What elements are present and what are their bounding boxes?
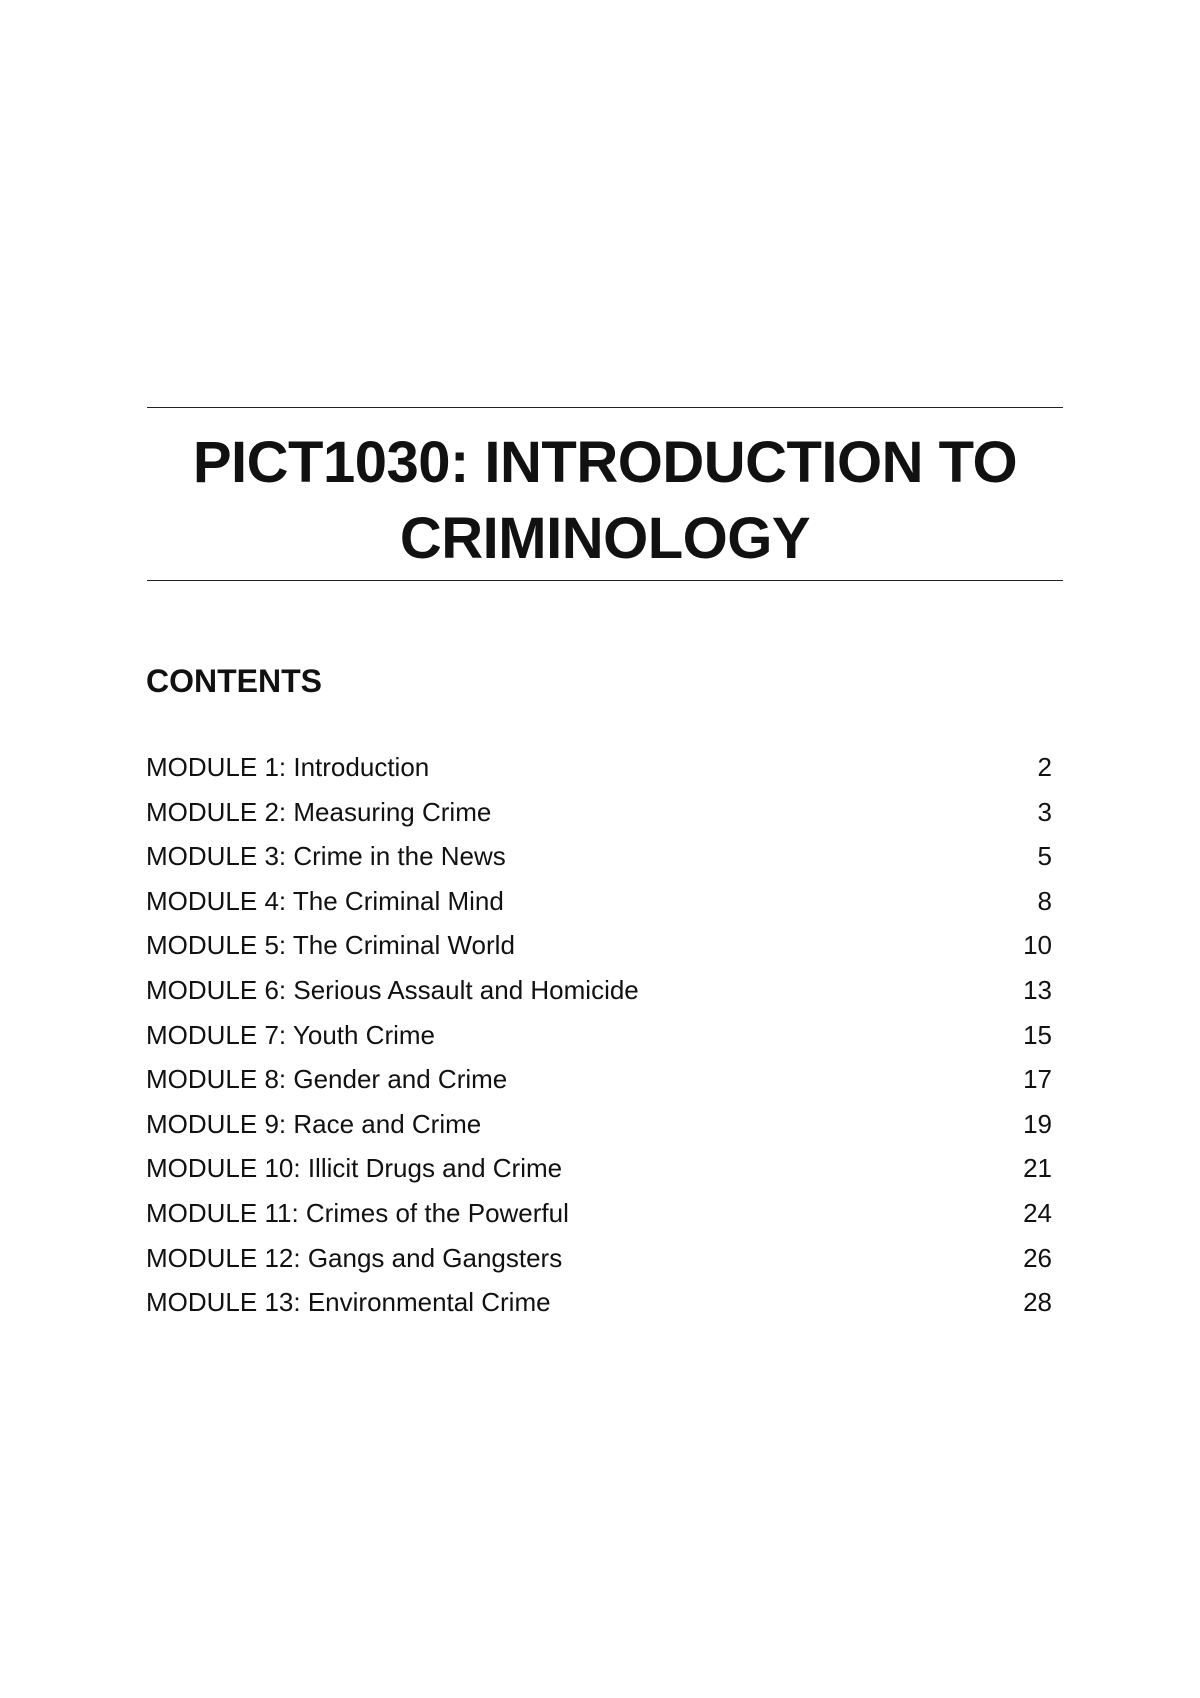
- toc-entry-page: 17: [1023, 1064, 1052, 1095]
- document-title: PICT1030: INTRODUCTION TO CRIMINOLOGY: [192, 430, 1018, 571]
- toc-entry-page: 21: [1023, 1153, 1052, 1184]
- toc-entry-label: MODULE 2: Measuring Crime: [146, 796, 492, 827]
- toc-entry-page: 24: [1023, 1197, 1052, 1228]
- toc-entry-label: MODULE 3: Crime in the News: [146, 841, 506, 872]
- toc-entry: [146, 968, 1052, 1013]
- toc-entry: [146, 1102, 1052, 1147]
- toc-entry-page: 15: [1023, 1019, 1052, 1050]
- toc-entry-page: 19: [1023, 1108, 1052, 1139]
- toc-entry: [146, 1280, 1052, 1325]
- toc-entry-page: 26: [1023, 1242, 1052, 1273]
- toc-entry-label: MODULE 10: Illicit Drugs and Crime: [146, 1153, 563, 1184]
- toc-entry: [146, 790, 1052, 835]
- toc-entry-page: 8: [1037, 885, 1052, 916]
- toc-entry: [146, 1057, 1052, 1102]
- toc-entry-label: MODULE 11: Crimes of the Powerful: [146, 1197, 569, 1228]
- toc-entry-page: 13: [1023, 974, 1052, 1005]
- toc-entry: [146, 1236, 1052, 1281]
- toc-entry-label: MODULE 1: Introduction: [146, 752, 430, 782]
- table-of-contents: [146, 745, 1052, 1325]
- toc-entry: [146, 1191, 1052, 1236]
- toc-entry-label: MODULE 8: Gender and Crime: [146, 1064, 508, 1095]
- contents-heading: CONTENTS: [146, 663, 322, 699]
- toc-entry: [146, 1146, 1052, 1191]
- toc-entry-page: 5: [1037, 841, 1052, 872]
- toc-entry: [146, 745, 1052, 790]
- toc-entry-label: MODULE 4: The Criminal Mind: [146, 885, 504, 916]
- toc-entry-label: MODULE 13: Environmental Crime: [146, 1287, 551, 1318]
- toc-entry-page: 28: [1023, 1287, 1052, 1318]
- toc-entry-page: 3: [1037, 796, 1052, 827]
- toc-entry-label: MODULE 5: The Criminal World: [146, 930, 515, 961]
- toc-entry: [146, 834, 1052, 879]
- toc-entry-label: MODULE 6: Serious Assault and Homicide: [146, 974, 639, 1005]
- toc-entry: [146, 1013, 1052, 1058]
- title-top-rule: [147, 407, 1063, 408]
- toc-entry-page: 2: [1037, 752, 1052, 782]
- toc-entry-label: MODULE 12: Gangs and Gangsters: [146, 1242, 563, 1273]
- toc-entry: [146, 879, 1052, 924]
- toc-entry-label: MODULE 9: Race and Crime: [146, 1108, 482, 1139]
- toc-entry-page: 10: [1023, 930, 1052, 961]
- title-bottom-rule: [147, 580, 1063, 581]
- toc-entry: [146, 923, 1052, 968]
- toc-entry-label: MODULE 7: Youth Crime: [146, 1019, 436, 1050]
